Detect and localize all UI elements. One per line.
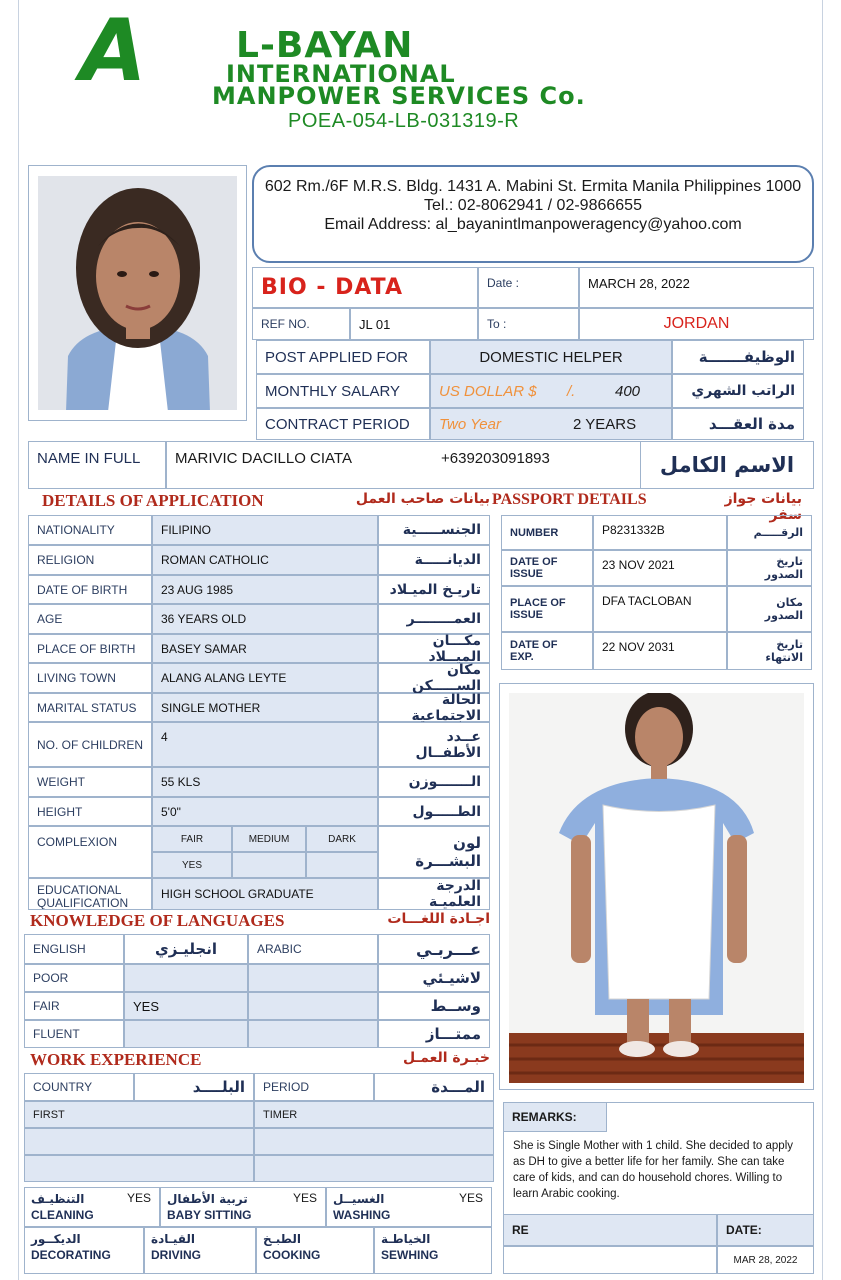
skill-arabic: تربية الأطفال [167, 1192, 248, 1206]
detail-arabic: الديانـــــة [378, 545, 490, 575]
logo-letter-a: A [80, 1, 145, 101]
passport-arabic: الرقـــــم [727, 515, 812, 550]
work-row-second-col: TIMER [254, 1101, 494, 1128]
detail-label: HEIGHT [28, 797, 152, 826]
passport-value: 23 NOV 2021 [593, 550, 727, 586]
detail-arabic: تاريـخ الميـلاد [378, 575, 490, 604]
detail-value: 4 [152, 722, 378, 767]
period-arabic: المـــدة [374, 1073, 494, 1101]
skill-cell [326, 1187, 492, 1227]
detail-arabic: مكان الســـــكن [378, 663, 490, 693]
detail-label: PLACE OF BIRTH [28, 634, 152, 663]
detail-label: LIVING TOWN [28, 663, 152, 693]
passport-section-arabic: بيانات جواز سفر [724, 491, 802, 523]
post-applied-value: DOMESTIC HELPER [430, 340, 672, 374]
detail-label: RELIGION [28, 545, 152, 575]
monthly-salary-value [430, 374, 672, 408]
detail-arabic: عــدد الأطفــال [378, 722, 490, 767]
salary-currency: US DOLLAR $ [439, 382, 537, 400]
detail-value: 5'0" [152, 797, 378, 826]
post-applied-arabic: الوظيفـــــــة [672, 340, 804, 374]
skill-arabic: التنظيـف [31, 1192, 85, 1206]
logo-line-2: INTERNATIONAL [226, 60, 456, 88]
skill-label: SEWHING [381, 1248, 439, 1262]
poea-license: POEA-054-LB-031319-R [288, 110, 520, 132]
language-english-mark [124, 964, 248, 992]
detail-value: 36 YEARS OLD [152, 604, 378, 634]
skill-arabic: الغسيــل [333, 1192, 385, 1206]
detail-label: MARITAL STATUS [28, 693, 152, 722]
skill-mark: YES [126, 1191, 151, 1205]
detail-arabic: مكـــان الميــلاد [378, 634, 490, 663]
education-arabic: الدرجة العلميـة [378, 878, 490, 910]
skill-label: WASHING [333, 1208, 391, 1222]
english-label: ENGLISH [24, 934, 124, 964]
language-level-arabic: وســط [378, 992, 490, 1020]
logo-line-1: L-BAYAN [236, 25, 414, 66]
language-level-label: FLUENT [24, 1020, 124, 1048]
complexion-dark-mark [306, 852, 378, 878]
skill-arabic: الطبـخ [263, 1232, 301, 1246]
re-value [503, 1246, 717, 1274]
passport-arabic: تاريخ الانتهاء [727, 632, 812, 670]
skill-cell [374, 1227, 492, 1274]
remarks-date-label: DATE: [717, 1214, 814, 1246]
language-arabic-mark [248, 1020, 378, 1048]
detail-arabic: الجنســـــية [378, 515, 490, 545]
passport-label: DATE OF EXP. [501, 632, 593, 670]
post-applied-label: POST APPLIED FOR [256, 340, 430, 374]
languages-section-title: KNOWLEDGE OF LANGUAGES [30, 911, 285, 930]
address-line: 602 Rm./6F M.R.S. Bldg. 1431 A. Mabini St. Ermita Manila Philippines 1000 [264, 178, 802, 195]
contract-period-arabic: مدة العقـــد [672, 408, 804, 440]
detail-label: AGE [28, 604, 152, 634]
logo-line-3: MANPOWER SERVICES Co. [212, 82, 586, 110]
country-label: COUNTRY [24, 1073, 134, 1101]
work-row-empty [24, 1128, 254, 1155]
company-address-box [252, 165, 814, 263]
passport-arabic: تاريخ الصدور [727, 550, 812, 586]
date-label: Date : [478, 267, 579, 308]
passport-label: DATE OF ISSUE [501, 550, 593, 586]
work-section-arabic: خبـرة العمـل [402, 1050, 490, 1066]
skill-cell [160, 1187, 326, 1227]
to-label: To : [478, 308, 579, 340]
detail-arabic: الطـــــول [378, 797, 490, 826]
passport-value: 22 NOV 2031 [593, 632, 727, 670]
salary-amount: 400 [615, 382, 641, 400]
page-edge-left [18, 0, 19, 1280]
detail-value: 23 AUG 1985 [152, 575, 378, 604]
work-row-empty [254, 1128, 494, 1155]
work-row-first-col: FIRST [24, 1101, 254, 1128]
period-label: PERIOD [254, 1073, 374, 1101]
detail-arabic: العمــــــــر [378, 604, 490, 634]
complexion-label: COMPLEXION [28, 826, 152, 878]
skill-label: BABY SITTING [167, 1208, 252, 1222]
contract-period-value [430, 408, 672, 440]
detail-value: FILIPINO [152, 515, 378, 545]
monthly-salary-label: MONTHLY SALARY [256, 374, 430, 408]
arabic-label: ARABIC [248, 934, 378, 964]
details-section-title: DETAILS OF APPLICATION [42, 491, 264, 510]
detail-label: NATIONALITY [28, 515, 152, 545]
english-arabic: انجليـزي [124, 934, 248, 964]
detail-value: ROMAN CATHOLIC [152, 545, 378, 575]
passport-label: NUMBER [501, 515, 593, 550]
education-label: EDUCATIONAL QUALIFICATION [28, 878, 152, 910]
contract-period-label: CONTRACT PERIOD [256, 408, 430, 440]
monthly-salary-arabic: الراتب الشهري [672, 374, 804, 408]
detail-value: 55 KLS [152, 767, 378, 797]
passport-section-title: PASSPORT DETAILS [492, 491, 647, 508]
applicant-portrait-icon [38, 176, 237, 410]
details-section-arabic: بيانات صاحب العمل [355, 491, 490, 507]
work-row-empty [24, 1155, 254, 1182]
complexion-dark: DARK [306, 826, 378, 852]
contract-text: Two Year [439, 415, 501, 433]
work-row-empty [254, 1155, 494, 1182]
detail-arabic: الـــــــوزن [378, 767, 490, 797]
language-arabic-mark [248, 992, 378, 1020]
language-english-mark [124, 1020, 248, 1048]
detail-value: ALANG ALANG LEYTE [152, 663, 378, 693]
detail-label: WEIGHT [28, 767, 152, 797]
skill-label: DRIVING [151, 1248, 202, 1262]
passport-value: DFA TACLOBAN [593, 586, 727, 632]
remarks-date-value: MAR 28, 2022 [717, 1246, 814, 1274]
detail-label: NO. OF CHILDREN [28, 722, 152, 767]
re-label: RE [503, 1214, 717, 1246]
contract-years: 2 YEARS [573, 415, 637, 433]
language-arabic-mark [248, 964, 378, 992]
salary-separator: /. [567, 382, 576, 400]
ref-no-label: REF NO. [252, 308, 350, 340]
language-english-mark: YES [124, 992, 248, 1020]
passport-label: PLACE OF ISSUE [501, 586, 593, 632]
arabic-arabic: عـــربـي [378, 934, 490, 964]
detail-value: SINGLE MOTHER [152, 693, 378, 722]
skill-arabic: الديكــور [31, 1232, 81, 1246]
language-level-label: POOR [24, 964, 124, 992]
complexion-medium: MEDIUM [232, 826, 306, 852]
languages-section-arabic: اجـادة اللغـــات [387, 911, 490, 927]
full-body-portrait-icon [509, 693, 804, 1083]
complexion-arabic: لون البشـــرة [378, 826, 490, 878]
passport-value: P8231332B [593, 515, 727, 550]
complexion-medium-mark [232, 852, 306, 878]
complexion-fair-mark: YES [152, 852, 232, 878]
country-arabic: البلــــد [134, 1073, 254, 1101]
biodata-title: BIO - DATA [252, 267, 478, 308]
phone-number: +639203091893 [441, 450, 550, 467]
skill-arabic: الخياطـة [381, 1232, 431, 1246]
skill-label: COOKING [263, 1248, 321, 1262]
detail-label: DATE OF BIRTH [28, 575, 152, 604]
destination-country: JORDAN [579, 308, 814, 340]
language-level-label: FAIR [24, 992, 124, 1020]
skill-label: DECORATING [31, 1248, 111, 1262]
date-value: MARCH 28, 2022 [579, 267, 814, 308]
telephone-line: Tel.: 02-8062941 / 02-9866655 [424, 197, 642, 214]
full-name: MARIVIC DACILLO CIATA [175, 450, 352, 467]
name-value-row [166, 441, 640, 489]
skill-mark: YES [292, 1191, 317, 1205]
applicant-photo [28, 165, 247, 421]
passport-arabic: مكان الصدور [727, 586, 812, 632]
detail-value: BASEY SAMAR [152, 634, 378, 663]
full-body-photo [499, 683, 814, 1090]
skill-cell [256, 1227, 374, 1274]
remarks-text: She is Single Mother with 1 child. She decided to apply as DH to give a better life for her family. She can take care of kids, and can do household chores. Willing to learn Arabic cooking. [513, 1140, 793, 1200]
name-arabic: الاسم الكامل [640, 441, 814, 489]
ref-no-value: JL 01 [350, 308, 478, 340]
language-level-arabic: لاشيـئي [378, 964, 490, 992]
education-value: HIGH SCHOOL GRADUATE [152, 878, 378, 910]
skill-cell [24, 1187, 160, 1227]
work-section-title: WORK EXPERIENCE [30, 1050, 202, 1069]
skill-cell [24, 1227, 144, 1274]
page-edge-right [822, 0, 823, 1280]
skill-label: CLEANING [31, 1208, 94, 1222]
complexion-fair: FAIR [152, 826, 232, 852]
language-level-arabic: ممتـــاز [378, 1020, 490, 1048]
email-line: Email Address: al_bayanintlmanpoweragency@yahoo.com [324, 216, 742, 233]
name-in-full-label: NAME IN FULL [28, 441, 166, 489]
remarks-label: REMARKS: [503, 1102, 607, 1132]
skill-arabic: القيـادة [151, 1232, 196, 1246]
skill-mark: YES [458, 1191, 483, 1205]
skill-cell [144, 1227, 256, 1274]
detail-arabic: الحالة الاجتماعية [378, 693, 490, 722]
